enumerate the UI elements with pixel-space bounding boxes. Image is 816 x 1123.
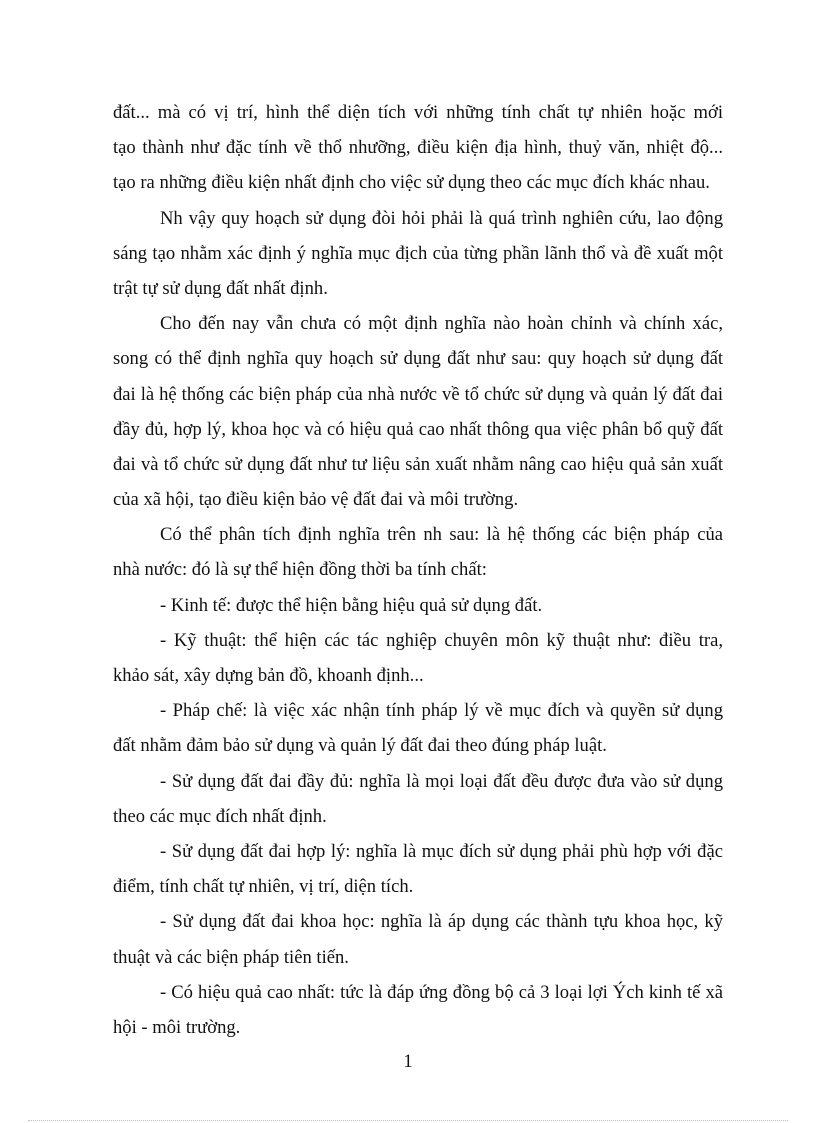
paragraph-first-line: Nh vậy quy hoạch sử dụng đòi hỏi phải là quá trình nghiên cứu, lao động [160, 207, 723, 229]
list-item: - Sử dụng đất đai khoa học: nghĩa là áp dụng các thành tựu khoa học, kỹ [160, 911, 723, 933]
list-item: - Sử dụng đất đai hợp lý: nghĩa là mục đích sử dụng phải phù hợp với đặc [160, 840, 723, 862]
paragraph-first-line: Cho đến nay vẫn chưa có một định nghĩa nào hoàn chỉnh và chính xác, [160, 313, 723, 335]
document-body [113, 95, 723, 1045]
page-number: 1 [403, 1051, 413, 1072]
text-line: song có thể định nghĩa quy hoạch sử dụng đất như sau: quy hoạch sử dụng đất [113, 348, 723, 370]
text-line: hội - môi trường. [113, 1016, 241, 1038]
text-line: đất... mà có vị trí, hình thể diện tích với những tính chất tự nhiên hoặc mới [113, 102, 723, 123]
text-line: đai là hệ thống các biện pháp của nhà nước về tổ chức sử dụng và quản lý đất đai [113, 383, 723, 405]
text-line: của xã hội, tạo điều kiện bảo vệ đất đai và môi trường. [113, 489, 519, 511]
list-item: - Có hiệu quả cao nhất: tức là đáp ứng đồng bộ cả 3 loại lợi Ých kinh tế xã [160, 981, 723, 1003]
paragraph-first-line: Có thể phân tích định nghĩa trên nh sau: là hệ thống các biện pháp của [160, 524, 723, 546]
text-line: đất nhằm đảm bảo sử dụng và quản lý đất đai theo đúng pháp luật. [113, 735, 607, 757]
text-line: tạo ra những điều kiện nhất định cho việc sử dụng theo các mục đích khác nhau. [113, 172, 710, 194]
text-line: điểm, tính chất tự nhiên, vị trí, diện tích. [113, 876, 414, 898]
list-item: - Kinh tế: được thể hiện bằng hiệu quả sử dụng đất. [160, 594, 543, 616]
list-item: - Kỹ thuật: thể hiện các tác nghiệp chuyên môn kỹ thuật như: điều tra, [160, 629, 723, 651]
text-line: khảo sát, xây dựng bản đồ, khoanh định... [113, 665, 424, 686]
text-line: đai và tổ chức sử dụng đất như tư liệu sản xuất nhằm nâng cao hiệu quả sản xuất [113, 453, 723, 475]
text-line: tạo thành như đặc tính về thổ nhưỡng, điều kiện địa hình, thuỷ văn, nhiệt độ... [113, 137, 723, 159]
text-line: sáng tạo nhằm xác định ý nghĩa mục địch của từng phần lãnh thổ và đề xuất một [113, 242, 723, 264]
text-line: nhà nước: đó là sự thể hiện đồng thời ba tính chất: [113, 559, 487, 581]
text-line: trật tự sử dụng đất nhất định. [113, 277, 328, 299]
list-item: - Sử dụng đất đai đầy đủ: nghĩa là mọi loại đất đều được đưa vào sử dụng [160, 770, 723, 792]
text-line: thuật và các biện pháp tiên tiến. [113, 946, 349, 968]
text-line: đầy đủ, hợp lý, khoa học và có hiệu quả cao nhất thông qua việc phân bổ quỹ đất [113, 418, 723, 440]
list-item: - Pháp chế: là việc xác nhận tính pháp lý về mục đích và quyền sử dụng [160, 700, 723, 722]
footer-divider [28, 1120, 788, 1121]
text-line: theo các mục đích nhất định. [113, 805, 327, 827]
